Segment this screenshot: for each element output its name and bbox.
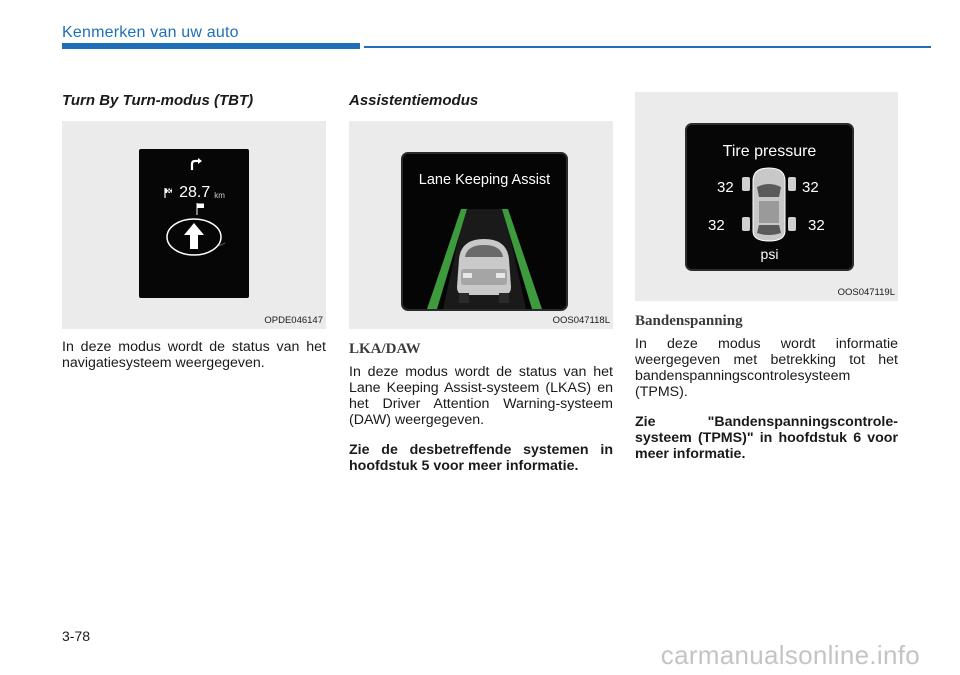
tire-rear-right-value: 32 [808, 217, 825, 234]
lka-daw-description: In deze modus wordt de status van het Lane Keeping Assist-systeem (LKAS) en het Driver Attention Warning-systeem (DAW) weergegeven. [349, 364, 613, 428]
header-accent-bar [62, 43, 360, 49]
navigation-arrow-icon [159, 201, 229, 263]
tbt-distance-unit: km [214, 191, 225, 200]
assist-heading: Assistentiemodus [349, 92, 479, 109]
column-tpms [635, 92, 898, 462]
car-top-view-icon [737, 165, 801, 245]
tbt-distance-value: 28.7 [179, 184, 211, 201]
tire-rear-left-value: 32 [708, 217, 725, 234]
tire-pressure-unit: psi [760, 246, 779, 262]
figure-code: OPDE046147 [264, 315, 323, 326]
tpms-cluster-screen [685, 123, 854, 271]
tire-front-left-value: 32 [717, 179, 734, 196]
tbt-figure [62, 121, 326, 329]
figure-code: OOS047119L [837, 287, 895, 298]
tpms-note: Zie "Bandenspanningscontrole-systeem (TPMS)" in hoofdstuk 6 voor meer informatie. [635, 414, 898, 462]
page-number: 3-78 [62, 628, 91, 644]
tpms-figure [635, 92, 898, 301]
lka-cluster-screen [401, 152, 568, 311]
lane-car-icon [403, 209, 566, 309]
tpms-screen-title: Tire pressure [722, 143, 817, 160]
lka-screen-title: Lane Keeping Assist [418, 172, 551, 188]
figure-code: OOS047118L [552, 315, 610, 326]
column-assist [349, 92, 613, 474]
destination-flag-icon [163, 187, 175, 199]
column-tbt [62, 92, 326, 371]
lka-daw-note: Zie de desbetreffende systemen in hoofdstuk 5 voor meer informatie. [349, 442, 613, 474]
watermark: carmanualsonline.info [660, 640, 920, 670]
tbt-heading: Turn By Turn-modus (TBT) [62, 92, 254, 109]
section-header-title: Kenmerken van uw auto [62, 24, 239, 41]
lka-figure [349, 121, 613, 329]
lka-daw-subheading: LKA/DAW [349, 341, 421, 357]
tpms-subheading: Bandenspanning [635, 313, 743, 329]
header-rule [364, 46, 931, 48]
tire-front-right-value: 32 [802, 179, 819, 196]
tbt-cluster-screen [139, 149, 249, 298]
tpms-description: In deze modus wordt informatie weergegeven met betrekking tot het bandenspanningscontrolesysteem (TPMS). [635, 336, 898, 400]
tbt-description: In deze modus wordt de status van het navigatiesysteem weergegeven. [62, 339, 326, 371]
tbt-distance-row [139, 184, 249, 202]
turn-right-arrow-icon [189, 157, 203, 171]
